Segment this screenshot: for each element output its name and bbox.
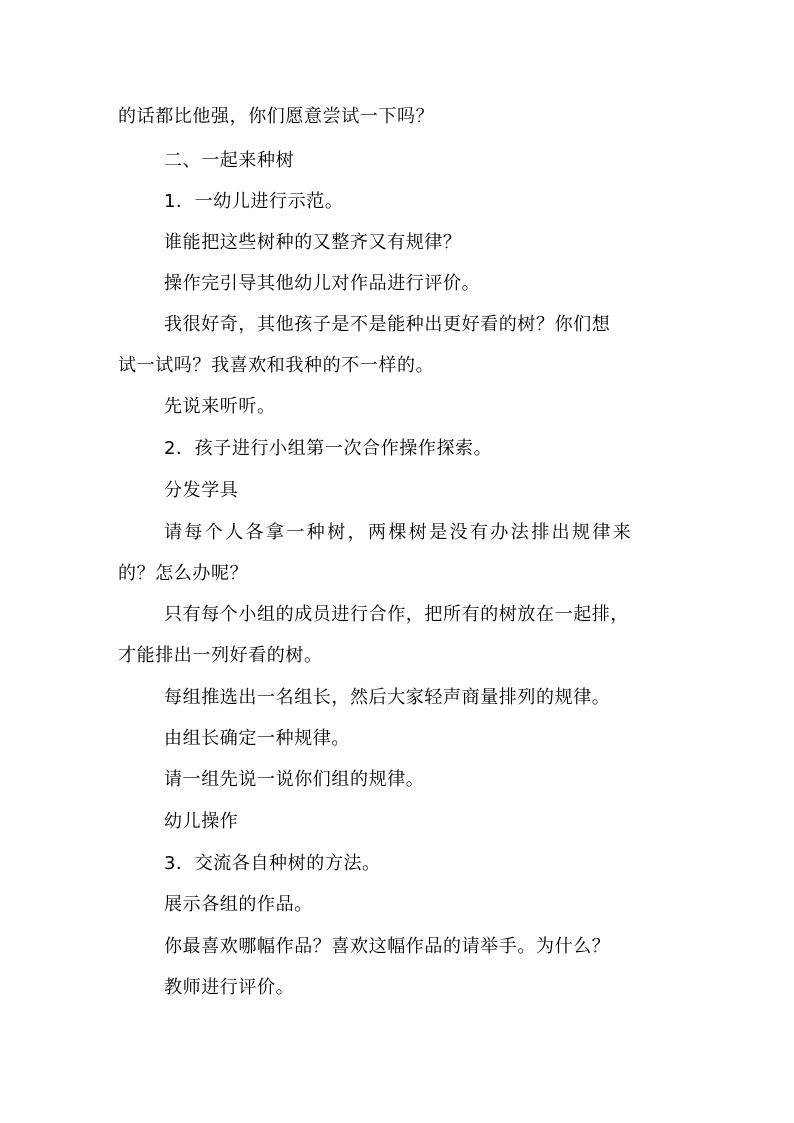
paragraph: 展示各组的作品。 bbox=[164, 894, 313, 915]
paragraph: 先说来听听。 bbox=[164, 396, 276, 417]
paragraph: 分发学具 bbox=[164, 480, 239, 501]
section-heading: 二、一起来种树 bbox=[164, 150, 295, 171]
paragraph: 由组长确定一种规律。 bbox=[164, 728, 350, 749]
paragraph: 教师进行评价。 bbox=[164, 977, 295, 998]
numbered-item: 2．孩子进行小组第一次合作操作探索。 bbox=[164, 438, 493, 459]
paragraph: 我很好奇，其他孩子是不是能种出更好看的树？你们想 bbox=[164, 314, 611, 335]
paragraph-continuation: 的？怎么办呢？ bbox=[118, 563, 249, 584]
paragraph: 每组推选出一名组长，然后大家轻声商量排列的规律。 bbox=[164, 687, 611, 708]
paragraph: 幼儿操作 bbox=[164, 811, 239, 832]
paragraph-continuation: 的话都比他强，你们愿意尝试一下吗？ bbox=[118, 106, 435, 127]
paragraph-continuation: 试一试吗？我喜欢和我种的不一样的。 bbox=[118, 355, 435, 376]
numbered-item: 3．交流各自种树的方法。 bbox=[164, 853, 381, 874]
numbered-item: 1．一幼儿进行示范。 bbox=[164, 191, 344, 212]
paragraph-continuation: 才能排出一列好看的树。 bbox=[118, 645, 323, 666]
paragraph: 谁能把这些树种的又整齐又有规律？ bbox=[164, 232, 462, 253]
paragraph: 你最喜欢哪幅作品？喜欢这幅作品的请举手。为什么？ bbox=[164, 936, 611, 957]
paragraph: 只有每个小组的成员进行合作，把所有的树放在一起排， bbox=[164, 604, 629, 625]
paragraph: 请一组先说一说你们组的规律。 bbox=[164, 769, 425, 790]
paragraph: 请每个人各拿一种树，两棵树是没有办法排出规律来 bbox=[164, 522, 634, 543]
paragraph: 操作完引导其他幼儿对作品进行评价。 bbox=[164, 273, 481, 294]
